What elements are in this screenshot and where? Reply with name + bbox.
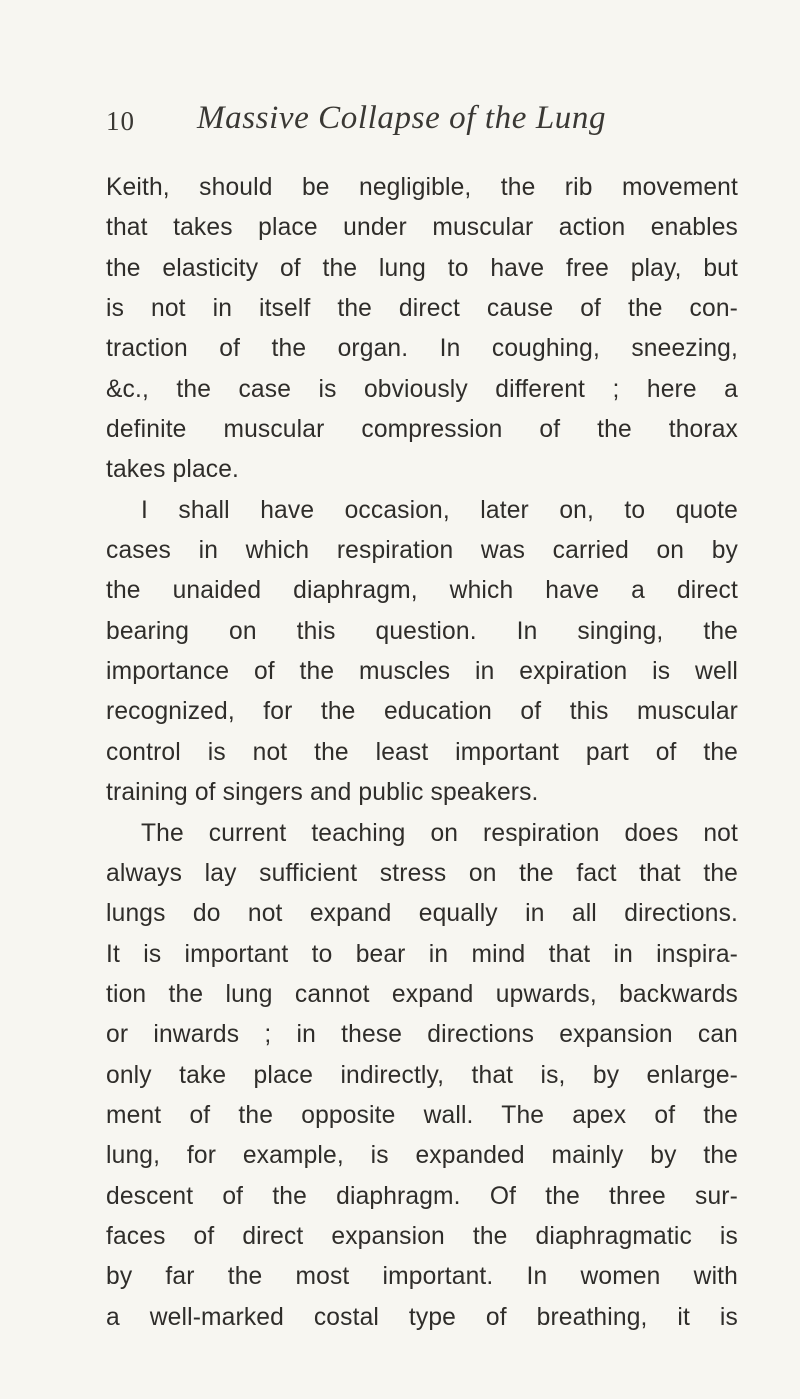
running-head [106,100,726,144]
text-line: a well-marked costal type of breathing, it is [106,1303,738,1331]
text-line: importance of the muscles in expiration is well [106,658,738,686]
text-line: It is important to bear in mind that in inspira- [106,940,738,968]
text-line: lung, for example, is expanded mainly by the [106,1142,738,1170]
text-line: ment of the opposite wall. The apex of the [106,1101,738,1129]
body-text [106,168,738,1338]
text-line: the elasticity of the lung to have free play, but [106,254,738,282]
text-line: the unaided diaphragm, which have a direct [106,577,738,605]
text-line: lungs do not expand equally in all directions. [106,900,738,928]
text-line: takes place. [106,456,240,484]
text-line: recognized, for the education of this muscular [106,698,738,726]
text-line: traction of the organ. In coughing, sneezing, [106,335,738,363]
text-line: is not in itself the direct cause of the con- [106,295,738,323]
text-line: by far the most important. In women with [106,1263,738,1291]
text-line: &c., the case is obviously different ; here a [106,375,738,403]
text-line: always lay sufficient stress on the fact that the [106,859,738,887]
text-line: faces of direct expansion the diaphragmatic is [106,1222,738,1250]
text-line: definite muscular compression of the thorax [106,416,738,444]
page-number: 10 [106,106,135,136]
text-line: cases in which respiration was carried on by [106,537,738,565]
text-line: I shall have occasion, later on, to quote [141,496,738,524]
text-line: bearing on this question. In singing, the [106,617,738,645]
text-line: descent of the diaphragm. Of the three sur- [106,1182,738,1210]
text-line: that takes place under muscular action enables [106,214,738,242]
text-line: Keith, should be negligible, the rib movement [106,174,738,201]
text-line: control is not the least important part of the [106,738,738,766]
text-line: training of singers and public speakers. [106,779,539,807]
text-line: tion the lung cannot expand upwards, backwards [106,980,738,1008]
text-line: The current teaching on respiration does not [141,819,738,847]
text-line: only take place indirectly, that is, by enlarge- [106,1061,738,1089]
text-line: or inwards ; in these directions expansion can [106,1021,738,1049]
running-title: Massive Collapse of the Lung [197,100,607,136]
